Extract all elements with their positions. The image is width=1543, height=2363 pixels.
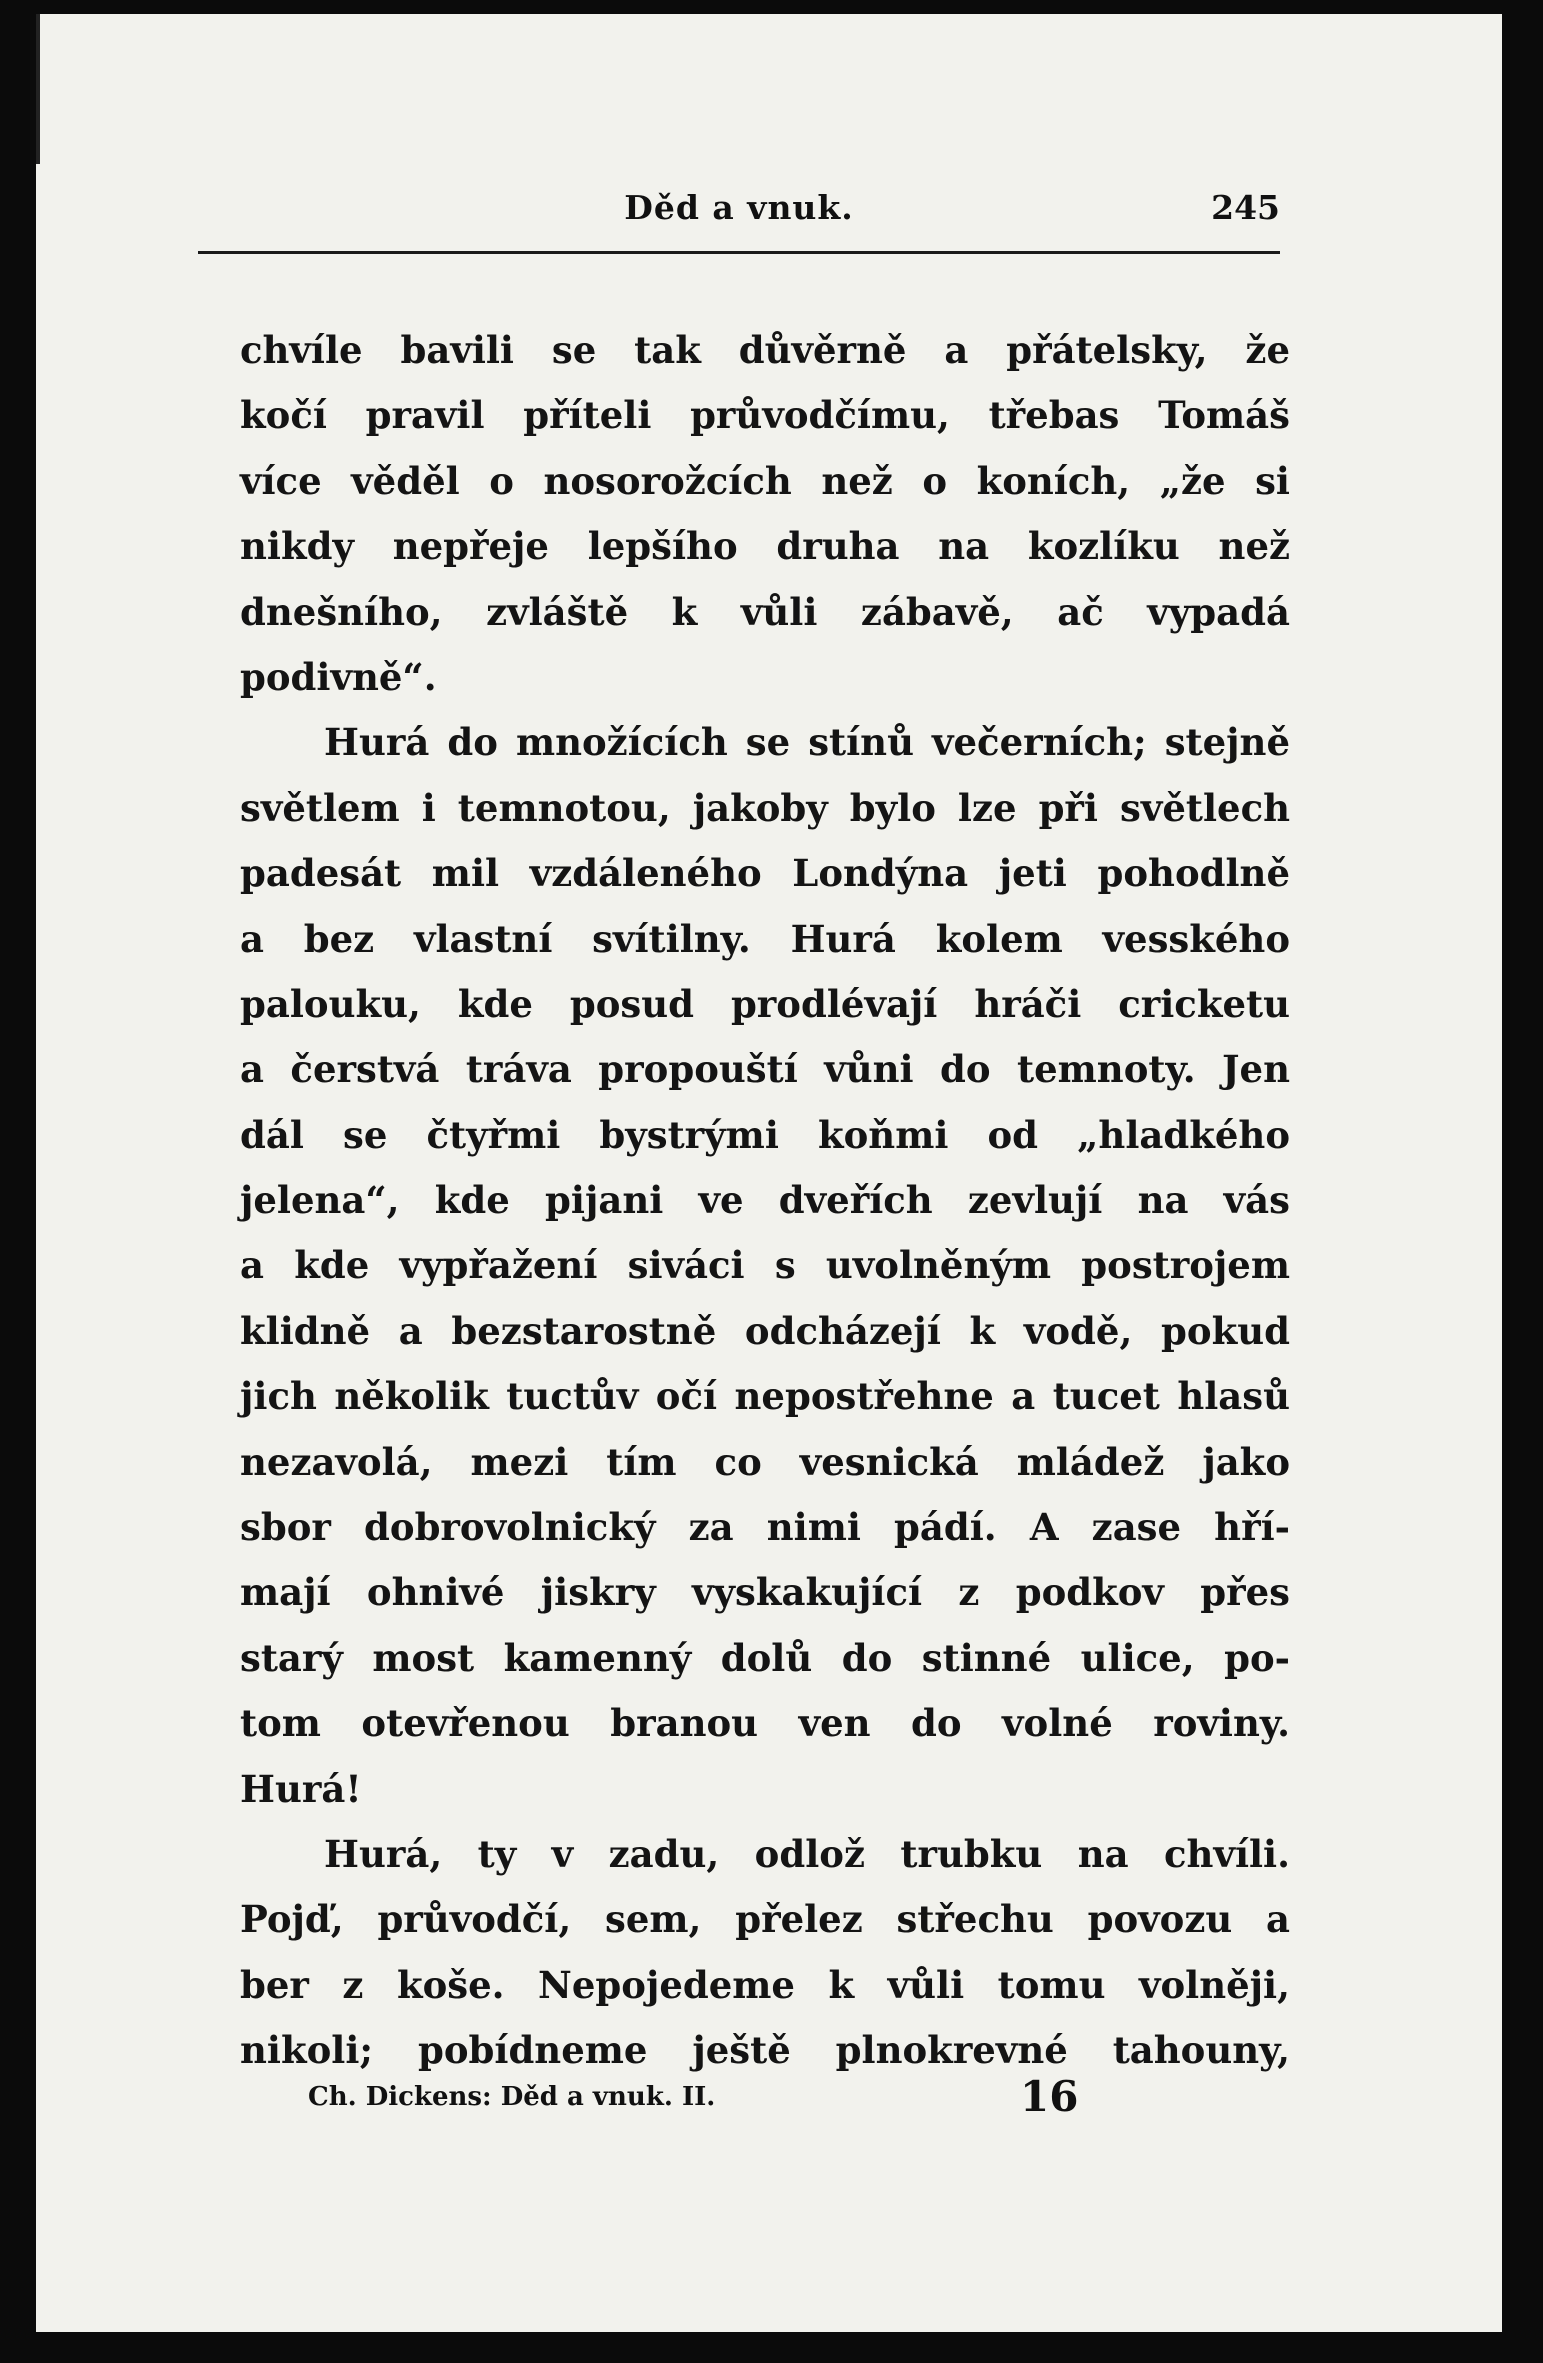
text-line: dál se čtyřmi bystrými koňmi od „hladkého — [240, 1112, 1290, 1157]
text-line: a bez vlastní svítilny. Hurá kolem vesského — [240, 916, 1290, 961]
text-line: mají ohnivé jiskry vyskakující z podkov přes — [240, 1570, 1290, 1615]
body-text — [240, 318, 1290, 2084]
text-line: chvíle bavili se tak důvěrně a přátelsky, že — [240, 328, 1290, 372]
running-title: Děd a vnuk. — [624, 188, 854, 227]
text-line: nezavolá, mezi tím co vesnická mládež jako — [240, 1439, 1290, 1484]
text-line: padesát mil vzdáleného Londýna jeti pohodlně — [240, 851, 1290, 896]
text-line: a čerstvá tráva propouští vůni do temnoty. Jen — [240, 1047, 1290, 1092]
scan-binding-edge — [0, 0, 36, 2363]
text-line: Hurá, ty v zadu, odlož trubku na chvíli. — [324, 1831, 1290, 1876]
text-line: nikdy nepřeje lepšího druha na kozlíku než — [240, 524, 1290, 569]
text-line: starý most kamenný dolů do stinné ulice, po- — [240, 1635, 1290, 1680]
text-line: a kde vypřažení siváci s uvolněným postrojem — [240, 1243, 1290, 1288]
text-line: jelena“, kde pijani ve dveřích zevlují na vás — [240, 1178, 1290, 1223]
text-line: Hurá do množících se stínů večerních; stejně — [324, 720, 1290, 765]
text-line: dnešního, zvláště k vůli zábavě, ač vypadá — [240, 589, 1290, 634]
text-line: více věděl o nosorožcích než o koních, „že si — [240, 458, 1290, 503]
text-line: kočí pravil příteli průvodčímu, třebas Tomáš — [240, 393, 1290, 438]
text-line: sbor dobrovolnický za nimi pádí. A zase hří- — [240, 1505, 1290, 1550]
text-line: Pojď, průvodčí, sem, přelez střechu povozu a — [240, 1897, 1290, 1942]
signature-mark: Ch. Dickens: Děd a vnuk. II. — [308, 2082, 716, 2112]
text-line: nikoli; pobídneme ještě plnokrevné tahouny, — [240, 2028, 1290, 2073]
text-line: klidně a bezstarostně odcházejí k vodě, pokud — [240, 1308, 1290, 1353]
page-header — [198, 188, 1280, 238]
text-line: palouku, kde posud prodlévají hráči cricketu — [240, 981, 1290, 1026]
header-rule — [198, 251, 1280, 254]
text-line: Hurá! — [240, 1766, 362, 1811]
text-line: podivně“. — [240, 654, 437, 699]
page-number: 245 — [1211, 188, 1280, 227]
text-line: tom otevřenou branou ven do volné roviny. — [240, 1701, 1290, 1746]
text-line: jich několik tuctův očí nepostřehne a tucet hlasů — [240, 1374, 1290, 1419]
sheet-number: 16 — [1020, 2072, 1079, 2121]
text-line: ber z koše. Nepojedeme k vůli tomu volněji, — [240, 1962, 1290, 2007]
scan-edge-mark — [36, 14, 40, 164]
page-footer — [308, 2072, 1108, 2132]
text-line: světlem i temnotou, jakoby bylo lze při světlech — [240, 785, 1290, 830]
